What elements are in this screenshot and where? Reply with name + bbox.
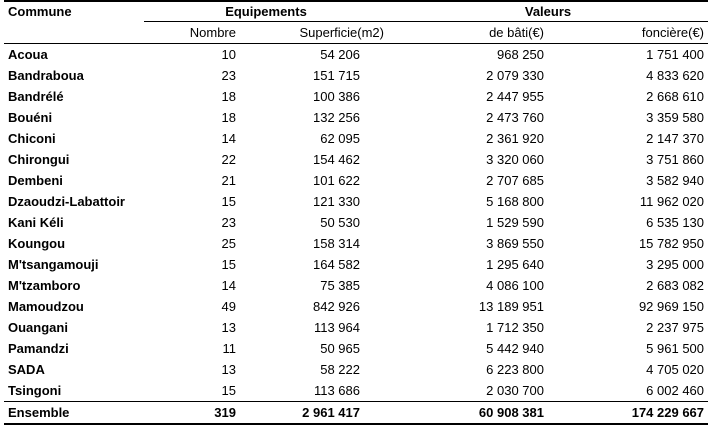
header-nombre: Nombre: [144, 22, 240, 44]
table-row: [4, 191, 708, 212]
cell-fonciere: 174 229 667: [548, 402, 708, 425]
table-row: [4, 107, 708, 128]
cell-fonciere: 3 751 860: [646, 152, 705, 167]
cell-superficie: 54 206: [320, 47, 360, 62]
cell-nombre: 15: [221, 194, 236, 209]
header-valeurs: Valeurs: [388, 1, 708, 22]
table-row: [4, 296, 708, 317]
cell-superficie: 113 964: [313, 320, 360, 335]
cell-bati: 5 442 940: [486, 341, 544, 356]
header-bati: de bâti(€): [388, 22, 548, 44]
cell-commune: Bandrélé: [8, 89, 64, 104]
cell-commune: SADA: [8, 362, 45, 377]
cell-nombre: 11: [222, 341, 236, 356]
cell-fonciere: 3 582 940: [646, 173, 705, 188]
table-row: [4, 275, 708, 296]
cell-fonciere: 11 962 020: [639, 194, 705, 209]
cell-commune: Koungou: [8, 236, 66, 251]
cell-commune: Tsingoni: [8, 383, 62, 398]
cell-superficie: 58 222: [320, 362, 360, 377]
cell-nombre: 23: [221, 68, 236, 83]
cell-commune: Kani Kéli: [8, 215, 64, 230]
cell-superficie: 2 961 417: [240, 402, 388, 425]
table-row: [4, 170, 708, 191]
cell-bati: 2 361 920: [486, 131, 544, 146]
table-row: [4, 359, 708, 380]
cell-commune: Ensemble: [4, 402, 144, 425]
cell-superficie: 50 965: [320, 341, 360, 356]
cell-commune: Acoua: [8, 47, 48, 62]
header-equipements: Equipements: [144, 1, 388, 22]
cell-superficie: 158 314: [313, 236, 360, 251]
cell-superficie: 62 095: [320, 131, 360, 146]
cell-fonciere: 6 002 460: [646, 383, 705, 398]
cell-nombre: 21: [221, 173, 236, 188]
cell-bati: 1 295 640: [486, 257, 544, 272]
cell-nombre: 23: [221, 215, 236, 230]
cell-fonciere: 2 237 975: [646, 320, 705, 335]
table-row: [4, 317, 708, 338]
cell-commune: Pamandzi: [8, 341, 69, 356]
cell-fonciere: 92 969 150: [638, 299, 705, 314]
table-row: [4, 212, 708, 233]
cell-superficie: 121 330: [313, 194, 360, 209]
cell-superficie: 154 462: [313, 152, 360, 167]
communes-table: [4, 0, 708, 425]
cell-commune: Mamoudzou: [8, 299, 84, 314]
cell-superficie: 132 256: [313, 110, 360, 125]
cell-fonciere: 2 683 082: [646, 278, 705, 293]
cell-nombre: 14: [221, 278, 236, 293]
table-row: [4, 44, 708, 66]
table-row: [4, 149, 708, 170]
cell-fonciere: 4 833 620: [646, 68, 705, 83]
cell-bati: 1 529 590: [486, 215, 544, 230]
cell-nombre: 14: [221, 131, 236, 146]
cell-superficie: 842 926: [313, 299, 360, 314]
cell-commune: Chirongui: [8, 152, 70, 167]
cell-superficie: 164 582: [313, 257, 360, 272]
header-commune: Commune: [4, 1, 144, 22]
cell-bati: 3 320 060: [486, 152, 544, 167]
header-row-groups: [4, 1, 708, 22]
cell-bati: 2 473 760: [486, 110, 544, 125]
cell-bati: 13 189 951: [478, 299, 544, 314]
cell-bati: 60 908 381: [388, 402, 548, 425]
cell-nombre: 319: [144, 402, 240, 425]
cell-nombre: 10: [221, 47, 236, 62]
cell-nombre: 13: [221, 362, 236, 377]
cell-nombre: 18: [221, 89, 236, 104]
cell-bati: 6 223 800: [486, 362, 544, 377]
table-row: [4, 233, 708, 254]
cell-superficie: 50 530: [320, 215, 360, 230]
cell-nombre: 15: [221, 257, 236, 272]
cell-bati: 3 869 550: [486, 236, 544, 251]
cell-superficie: 113 686: [313, 383, 360, 398]
cell-nombre: 22: [221, 152, 236, 167]
cell-commune: Bandraboua: [8, 68, 84, 83]
cell-nombre: 15: [221, 383, 236, 398]
cell-commune: M'tzamboro: [8, 278, 81, 293]
cell-bati: 2 030 700: [486, 383, 544, 398]
cell-nombre: 25: [221, 236, 236, 251]
table-row: [4, 338, 708, 359]
cell-commune: Dembeni: [8, 173, 63, 188]
cell-bati: 2 707 685: [486, 173, 544, 188]
cell-fonciere: 6 535 130: [646, 215, 705, 230]
cell-commune: Ouangani: [8, 320, 68, 335]
header-superficie: Superficie(m2): [240, 22, 388, 44]
table-row: [4, 86, 708, 107]
table-row: [4, 128, 708, 149]
cell-bati: 2 079 330: [486, 68, 544, 83]
cell-fonciere: 4 705 020: [646, 362, 705, 377]
cell-nombre: 49: [221, 299, 236, 314]
header-blank: [4, 22, 144, 44]
cell-fonciere: 2 147 370: [646, 131, 705, 146]
cell-superficie: 75 385: [320, 278, 360, 293]
cell-fonciere: 1 751 400: [646, 47, 705, 62]
cell-fonciere: 3 295 000: [646, 257, 705, 272]
total-row: [4, 402, 708, 425]
cell-fonciere: 5 961 500: [646, 341, 705, 356]
cell-fonciere: 15 782 950: [638, 236, 705, 251]
table-row: [4, 380, 708, 402]
cell-superficie: 100 386: [313, 89, 360, 104]
cell-bati: 1 712 350: [486, 320, 544, 335]
cell-superficie: 101 622: [313, 173, 360, 188]
cell-bati: 4 086 100: [486, 278, 544, 293]
cell-nombre: 13: [221, 320, 236, 335]
cell-fonciere: 3 359 580: [646, 110, 705, 125]
cell-commune: Bouéni: [8, 110, 53, 125]
table-row: [4, 254, 708, 275]
cell-bati: 5 168 800: [486, 194, 544, 209]
cell-superficie: 151 715: [313, 68, 360, 83]
header-fonciere: foncière(€): [548, 22, 708, 44]
cell-commune: Dzaoudzi-Labattoir: [8, 194, 125, 209]
cell-nombre: 18: [221, 110, 236, 125]
cell-bati: 2 447 955: [486, 89, 544, 104]
cell-fonciere: 2 668 610: [646, 89, 705, 104]
cell-commune: Chiconi: [8, 131, 56, 146]
header-row-columns: [4, 22, 708, 44]
table-row: [4, 65, 708, 86]
cell-commune: M'tsangamouji: [8, 257, 99, 272]
cell-bati: 968 250: [497, 47, 544, 62]
